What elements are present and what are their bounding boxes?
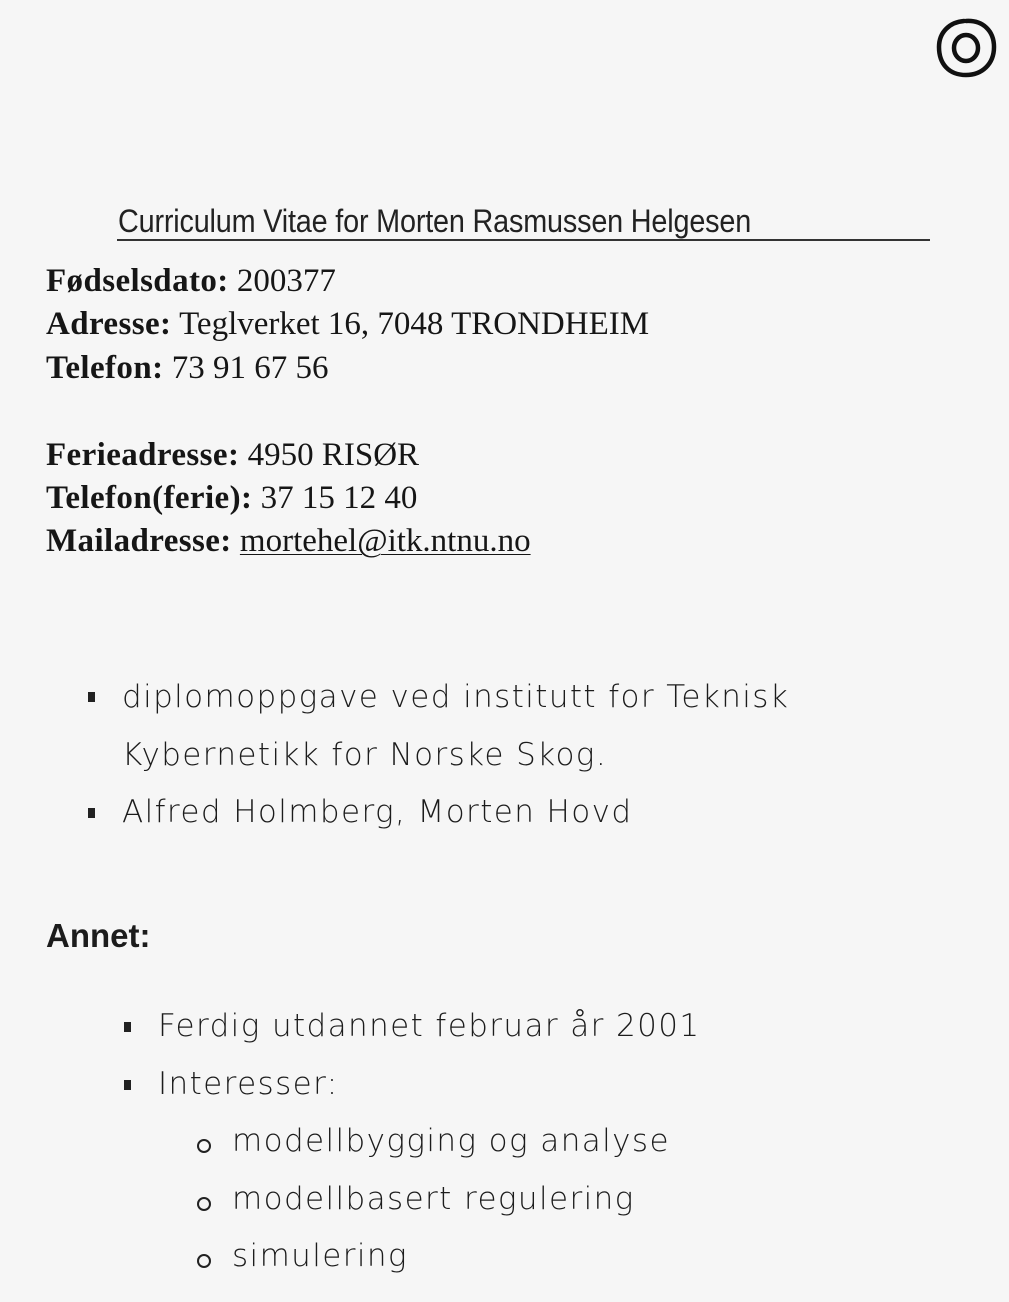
circle-bullet-icon (197, 1197, 211, 1211)
holiday-address-value: 4950 RISØR (247, 437, 420, 473)
circled-o-mark-icon (934, 16, 998, 80)
address-label: Adresse: (46, 306, 172, 342)
annet-heading: Annet: (46, 917, 151, 954)
annet-bullet-item: Ferdig utdannet februar år 2001 (158, 1008, 701, 1044)
email-label: Mailadresse: (46, 523, 232, 559)
interest-item: modellbygging og analyse (232, 1123, 670, 1159)
address-value: Teglverket 16, 7048 TRONDHEIM (179, 306, 650, 342)
annet-bullet-item: Interesser: (158, 1066, 339, 1102)
holiday-phone-label: Telefon(ferie): (46, 480, 253, 516)
project-bullet-line: Kybernetikk for Norske Skog. (122, 737, 608, 773)
holiday-address-line (46, 435, 419, 475)
interest-item: modellbasert regulering (232, 1181, 635, 1217)
document-title: Curriculum Vitae for Morten Rasmussen Helgesen (118, 203, 752, 239)
birthdate-label: Fødselsdato: (46, 263, 229, 299)
square-bullet-icon (124, 1080, 131, 1090)
interest-item: simulering (232, 1238, 408, 1274)
phone-value: 73 91 67 56 (171, 350, 329, 386)
project-bullet-line: diplomoppgave ved institutt for Teknisk (122, 679, 790, 715)
address-line (46, 304, 649, 344)
email-line (46, 521, 531, 561)
birthdate-line (46, 261, 336, 301)
phone-label: Telefon: (46, 350, 164, 386)
email-link[interactable]: mortehel@itk.ntnu.no (239, 523, 531, 559)
square-bullet-icon (124, 1022, 131, 1032)
birthdate-value: 200377 (236, 263, 336, 299)
circle-bullet-icon (197, 1254, 211, 1268)
square-bullet-icon (88, 808, 95, 818)
project-bullet-line: Alfred Holmberg, Morten Hovd (122, 794, 633, 830)
square-bullet-icon (88, 692, 95, 702)
holiday-address-label: Ferieadresse: (46, 437, 240, 473)
title-underline (117, 239, 930, 241)
holiday-phone-line (46, 478, 417, 518)
phone-line (46, 348, 328, 388)
circle-bullet-icon (197, 1139, 211, 1153)
holiday-phone-value: 37 15 12 40 (260, 480, 418, 516)
